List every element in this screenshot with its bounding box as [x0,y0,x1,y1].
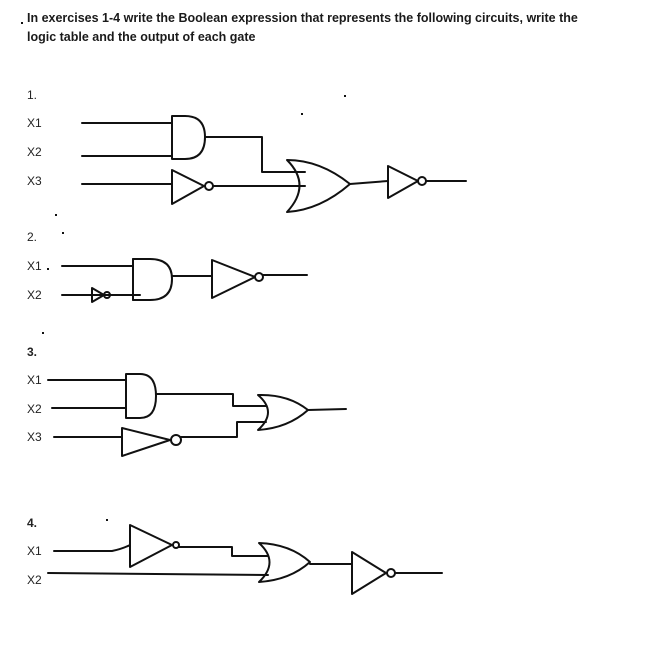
exercise-1-input-x1: X1 [27,116,42,130]
circuit-2 [62,259,307,302]
exercise-1-input-x3: X3 [27,174,42,188]
exercise-4-number: 4. [27,516,38,530]
exercise-3-input-x2: X2 [27,402,42,416]
and-gate [133,259,172,300]
not-gate-buffer [352,552,386,594]
wire-not-to-or [179,547,268,556]
exercise-1-input-x2: X2 [27,145,42,159]
exercise-4-input-x1: X1 [27,544,42,558]
exercise-3-input-x1: X1 [27,373,42,387]
not-gate-buffer [130,525,172,567]
not-gate-buffer [212,260,255,298]
not-bubble [205,182,213,190]
not-gate-buffer [388,166,418,198]
and-gate [126,374,156,418]
not-bubble [387,569,395,577]
or-gate [258,395,308,430]
exercise-1-number: 1. [27,88,38,102]
wire-x2 [48,573,268,575]
wire-and-to-or [156,394,266,406]
instructions-line-2: logic table and the output of each gate [27,30,256,44]
not-gate-buffer [172,170,204,204]
not-bubble [255,273,263,281]
exercise-2-number: 2. [27,230,38,244]
circuit-4 [48,525,442,594]
and-gate [172,116,205,159]
wire-x1 [54,545,130,551]
wire-or-to-not [350,181,388,184]
not-gate-buffer [122,428,170,456]
exercise-2-input-x2: X2 [27,288,42,302]
output-wire [308,409,346,410]
circuit-3 [48,374,346,456]
exercise-3-number: 3. [27,345,38,359]
exercise-2-input-x1: X1 [27,259,42,273]
wire-and-to-or [205,137,305,172]
not-bubble [418,177,426,185]
not-bubble [171,435,181,445]
exercise-4-input-x2: X2 [27,573,42,587]
wire-not-to-or [181,422,266,437]
circuit-1 [82,116,466,212]
or-gate [259,543,310,582]
exercise-3-input-x3: X3 [27,430,42,444]
instructions-line-1: In exercises 1-4 write the Boolean expression that represents the following circuits, write the [27,11,578,25]
